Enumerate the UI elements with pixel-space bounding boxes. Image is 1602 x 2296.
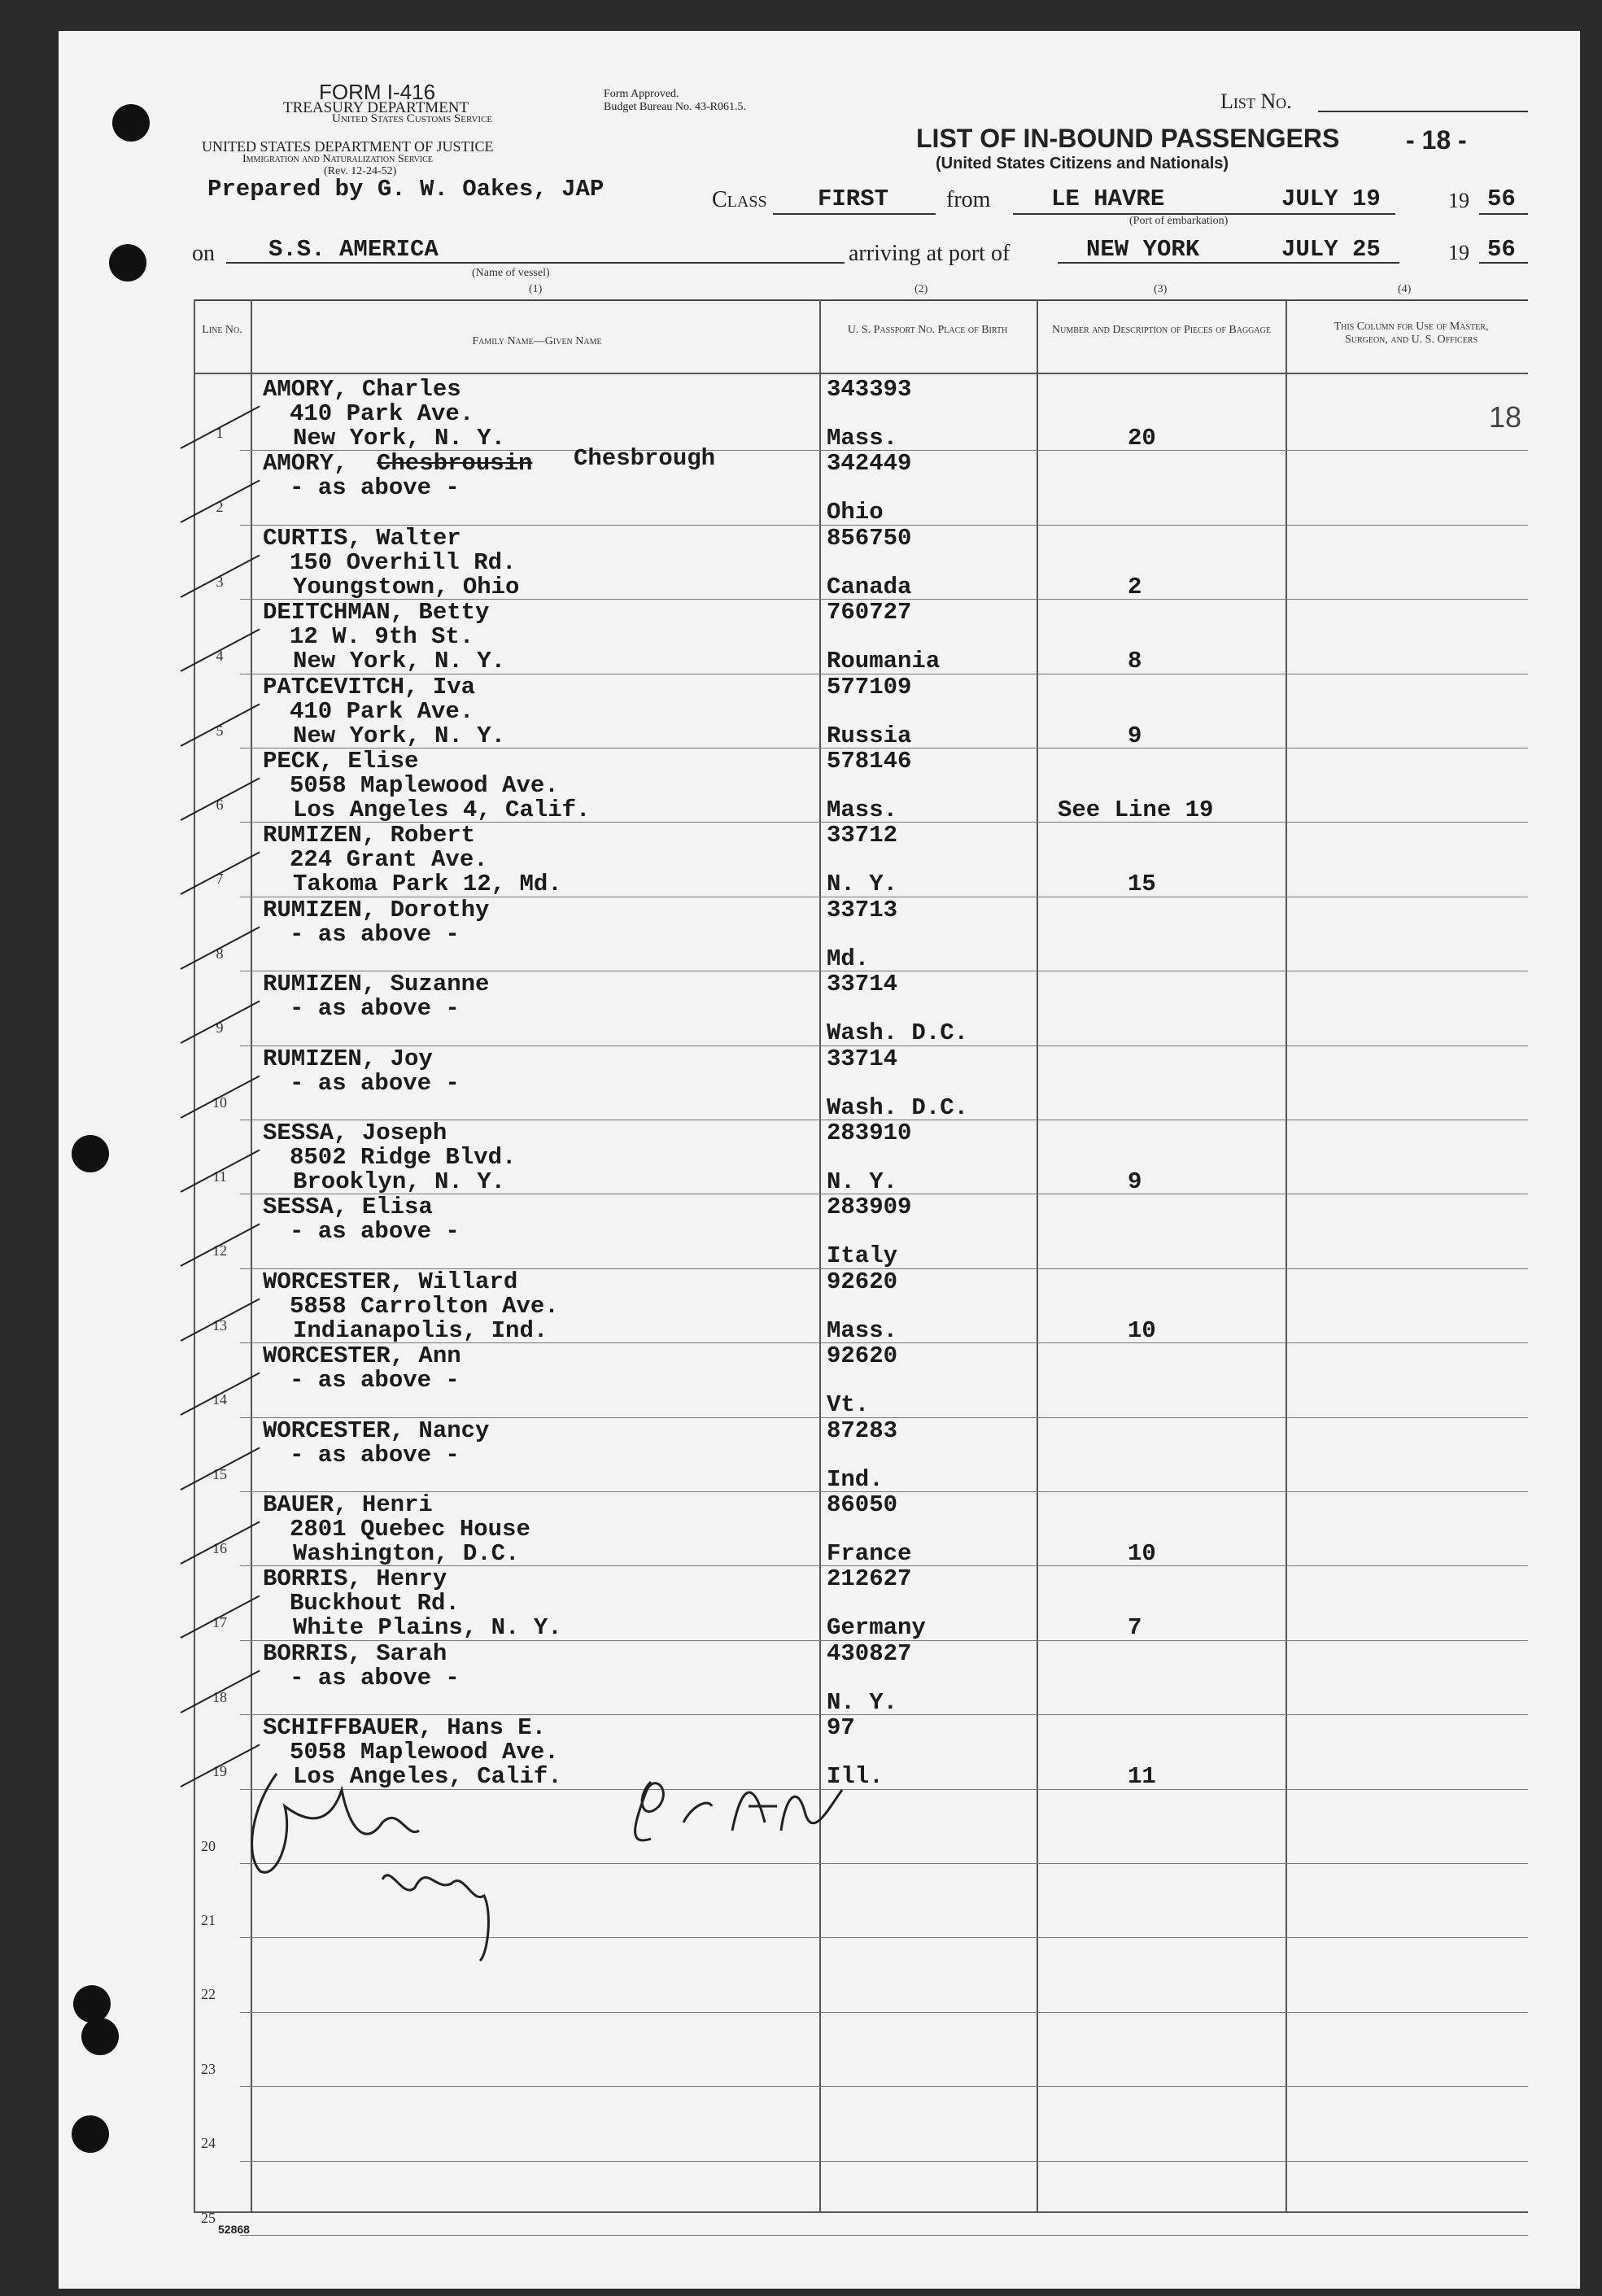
handwritten-signature: [244, 1757, 879, 1969]
header-line-no: Line No.: [202, 324, 242, 336]
address-line-2: Youngstown, Ohio: [293, 573, 520, 600]
row-separator: [240, 2235, 1528, 2236]
passenger-name: BORRIS, Sarah: [263, 1639, 447, 1667]
baggage-count: 11: [1128, 1763, 1156, 1791]
line-number: 19: [212, 1763, 227, 1780]
list-number: - 18 -: [1406, 125, 1467, 155]
passport-number: 283910: [827, 1120, 912, 1146]
table-bottom-border: [194, 2211, 1528, 2213]
address-line-2: Los Angeles, Calif.: [293, 1763, 562, 1791]
on-label: on: [192, 241, 215, 266]
place-of-birth: N. Y.: [827, 1688, 898, 1716]
line-number: 20: [201, 1837, 216, 1854]
address-line-2: White Plains, N. Y.: [293, 1614, 562, 1642]
departure-date: JULY 19: [1281, 186, 1381, 212]
passenger-name: AMORY, Charles: [263, 376, 461, 403]
place-of-birth: Canada: [827, 573, 912, 600]
class-value: FIRST: [818, 186, 889, 212]
passenger-name: RUMIZEN, Dorothy: [263, 896, 490, 923]
binder-hole: [112, 104, 150, 142]
baggage-count: 8: [1128, 648, 1142, 675]
line-number: 10: [212, 1093, 227, 1111]
port-of-embarkation: LE HAVRE: [1051, 186, 1165, 212]
passport-number: 33713: [827, 896, 898, 923]
passenger-name: RUMIZEN, Suzanne: [263, 971, 490, 998]
address-line-1: 12 W. 9th St.: [290, 623, 474, 651]
line-number: 3: [216, 573, 224, 590]
place-of-birth: Wash. D.C.: [827, 1019, 969, 1047]
line-number: 22: [201, 1986, 216, 2003]
passenger-name: AMORY,: [263, 450, 348, 478]
line-number: 13: [212, 1316, 227, 1334]
address-line-1: - as above -: [290, 995, 460, 1023]
place-of-birth: Mass.: [827, 797, 898, 823]
table-top-border: [194, 299, 1528, 301]
passport-number: 33714: [827, 971, 898, 998]
passport-number: 92620: [827, 1342, 898, 1370]
place-of-birth: Ind.: [827, 1465, 884, 1493]
passenger-name: BORRIS, Henry: [263, 1565, 447, 1593]
col-number-2: (2): [914, 283, 928, 295]
vessel-name: S.S. AMERICA: [268, 236, 439, 263]
passport-number: 33712: [827, 822, 898, 849]
line-number: 4: [216, 648, 224, 665]
prepared-by: Prepared by G. W. Oakes, JAP: [207, 176, 605, 203]
line-number: 8: [216, 945, 224, 962]
address-line-1: - as above -: [290, 1218, 460, 1246]
passenger-name: RUMIZEN, Joy: [263, 1045, 433, 1072]
address-line-1: Buckhout Rd.: [290, 1590, 460, 1617]
form-approved: Form Approved.: [604, 88, 679, 100]
place-of-birth: Roumania: [827, 648, 941, 675]
place-of-birth: Germany: [827, 1614, 926, 1642]
line-number: 25: [201, 2209, 216, 2226]
passport-divider: [1037, 299, 1038, 2211]
passport-number: 33714: [827, 1045, 898, 1072]
header-name: Family Name—Given Name: [472, 335, 602, 347]
baggage-count: 10: [1128, 1540, 1156, 1567]
passenger-name: CURTIS, Walter: [263, 524, 461, 552]
corrected-name: Chesbrough: [574, 445, 716, 473]
header-baggage: Number and Description of Pieces of Baggage: [1052, 324, 1271, 336]
passenger-name: RUMIZEN, Robert: [263, 822, 476, 849]
header-officers: This Column for Use of Master, Surgeon, and U. S. Officers: [1334, 321, 1489, 346]
ins-label: Immigration and Naturalization Service: [242, 153, 433, 165]
passenger-name: WORCESTER, Ann: [263, 1342, 461, 1370]
table-header-border: [194, 373, 1528, 374]
year-prefix: 19: [1448, 189, 1469, 212]
address-line-1: - as above -: [290, 1069, 460, 1097]
passenger-name: WORCESTER, Nancy: [263, 1416, 490, 1444]
form-code: 52868: [218, 2223, 250, 2236]
line-number: 15: [212, 1465, 227, 1482]
place-of-birth: Md.: [827, 945, 870, 972]
col-number-4: (4): [1398, 283, 1412, 295]
baggage-count: 10: [1128, 1316, 1156, 1344]
address-line-2: Los Angeles 4, Calif.: [293, 797, 591, 823]
customs-service: United States Customs Service: [332, 112, 493, 125]
address-line-1: 224 Grant Ave.: [290, 846, 488, 874]
address-line-2: Washington, D.C.: [293, 1540, 520, 1567]
passport-number: 212627: [827, 1565, 912, 1593]
departure-year: 56: [1487, 186, 1516, 212]
year-line: [1479, 213, 1528, 215]
line-number: 18: [212, 1688, 227, 1705]
passenger-name: DEITCHMAN, Betty: [263, 599, 490, 626]
justice-dept: UNITED STATES DEPARTMENT OF JUSTICE: [202, 138, 494, 155]
vessel-line: [226, 262, 845, 264]
passenger-name: PATCEVITCH, Iva: [263, 673, 476, 701]
passport-number: 343393: [827, 376, 912, 403]
place-of-birth: France: [827, 1540, 912, 1567]
line-number: 1: [216, 425, 224, 441]
passport-number: 87283: [827, 1416, 898, 1444]
line-number: 24: [201, 2135, 216, 2152]
line-number: 2: [216, 499, 224, 516]
baggage-count: 7: [1128, 1614, 1142, 1642]
binder-hole: [109, 244, 146, 282]
treasury-dept: TREASURY DEPARTMENT: [283, 99, 469, 116]
address-line-2: Indianapolis, Ind.: [293, 1316, 548, 1344]
place-of-birth: Mass.: [827, 1316, 898, 1344]
row-separator: [240, 2086, 1528, 2087]
address-line-2: New York, N. Y.: [293, 722, 506, 749]
passport-number: 92620: [827, 1268, 898, 1295]
place-of-birth: N. Y.: [827, 1168, 898, 1195]
address-line-2: Brooklyn, N. Y.: [293, 1168, 506, 1195]
class-line: [773, 213, 936, 215]
line-number: 14: [212, 1391, 227, 1408]
address-line-1: 150 Overhill Rd.: [290, 548, 517, 576]
binder-hole: [73, 1985, 111, 2023]
passport-number: 342449: [827, 450, 912, 478]
arrival-date: JULY 25: [1281, 236, 1381, 263]
passport-number: 856750: [827, 524, 912, 552]
header-passport: U. S. Passport No. Place of Birth: [847, 324, 1008, 336]
baggage-count: 9: [1128, 1168, 1142, 1195]
vessel-caption: (Name of vessel): [472, 267, 550, 279]
line-number: 7: [216, 871, 224, 888]
address-line-2: Takoma Park 12, Md.: [293, 871, 562, 898]
binder-hole: [72, 2115, 109, 2153]
passport-number: 578146: [827, 748, 912, 775]
address-line-1: 8502 Ridge Blvd.: [290, 1144, 517, 1171]
col-number-3: (3): [1154, 283, 1168, 295]
place-of-birth: N. Y.: [827, 871, 898, 898]
list-no-label: List No.: [1220, 89, 1292, 113]
place-of-birth: Wash. D.C.: [827, 1093, 969, 1121]
address-line-1: - as above -: [290, 1367, 460, 1395]
arrival-year-prefix: 19: [1448, 241, 1469, 264]
passport-number: 283909: [827, 1194, 912, 1221]
address-line-1: - as above -: [290, 474, 460, 502]
place-of-birth: Ill.: [827, 1763, 884, 1791]
passport-number: 760727: [827, 599, 912, 626]
form-subtitle: (United States Citizens and Nationals): [936, 155, 1229, 172]
address-line-2: New York, N. Y.: [293, 648, 506, 675]
place-of-birth: Italy: [827, 1242, 898, 1270]
arrival-port: NEW YORK: [1086, 236, 1200, 263]
address-line-1: - as above -: [290, 920, 460, 948]
address-line-2: New York, N. Y.: [293, 425, 506, 452]
baggage-count: See Line 19: [1058, 797, 1214, 823]
list-no-line: [1318, 111, 1528, 112]
line-number: 6: [216, 797, 224, 813]
place-of-birth: Mass.: [827, 425, 898, 452]
class-label: Class: [712, 187, 767, 212]
binder-hole: [81, 2018, 119, 2055]
baggage-count: 9: [1128, 722, 1142, 749]
passenger-name: SESSA, Elisa: [263, 1194, 433, 1221]
passenger-name: PECK, Elise: [263, 748, 419, 775]
arrival-year-line: [1479, 262, 1528, 264]
address-line-1: - as above -: [290, 1664, 460, 1691]
line-number: 23: [201, 2060, 216, 2077]
address-line-1: 5858 Carrolton Ave.: [290, 1292, 559, 1320]
from-label: from: [946, 187, 991, 212]
passport-number: 577109: [827, 673, 912, 701]
line-number: 12: [212, 1242, 227, 1259]
form-number: FORM I-416: [319, 80, 436, 104]
passport-number: 430827: [827, 1639, 912, 1667]
address-line-1: - as above -: [290, 1441, 460, 1469]
place-of-birth: Russia: [827, 722, 912, 749]
arriving-label: arriving at port of: [849, 241, 1011, 266]
line-number: 21: [201, 1912, 216, 1928]
place-of-birth: Ohio: [827, 499, 884, 526]
address-line-1: 5058 Maplewood Ave.: [290, 1739, 559, 1766]
passenger-name: WORCESTER, Willard: [263, 1268, 518, 1295]
row-separator: [240, 2161, 1528, 2162]
line-number: 11: [212, 1168, 227, 1185]
address-line-1: 5058 Maplewood Ave.: [290, 772, 559, 799]
line-number: 17: [212, 1614, 227, 1631]
passport-number: 86050: [827, 1491, 898, 1518]
baggage-count: 2: [1128, 573, 1142, 600]
baggage-divider: [1286, 299, 1287, 2211]
line-number: 5: [216, 722, 224, 739]
address-line-1: 2801 Quebec House: [290, 1516, 530, 1543]
place-of-birth: Vt.: [827, 1391, 870, 1419]
line-number: 9: [216, 1019, 224, 1037]
officer-note: 18: [1489, 400, 1522, 434]
line-number: 16: [212, 1540, 227, 1556]
passenger-name: BAUER, Henri: [263, 1491, 433, 1518]
baggage-count: 15: [1128, 871, 1156, 898]
baggage-count: 20: [1128, 425, 1156, 452]
col-number-1: (1): [529, 283, 543, 295]
rev-label: (Rev. 12-24-52): [324, 165, 397, 177]
row-separator: [240, 2012, 1528, 2013]
address-line-1: 410 Park Ave.: [290, 400, 474, 427]
budget-bureau: Budget Bureau No. 43-R061.5.: [604, 101, 746, 113]
passenger-name: SESSA, Joseph: [263, 1120, 447, 1146]
passport-number: 97: [827, 1714, 855, 1742]
port-embark-caption: (Port of embarkation): [1129, 215, 1229, 227]
passenger-name: SCHIFFBAUER, Hans E.: [263, 1714, 547, 1742]
arrival-year: 56: [1487, 236, 1516, 263]
form-title: LIST OF IN-BOUND PASSENGERS: [916, 124, 1340, 153]
struck-name: Chesbrousin: [377, 450, 533, 478]
binder-hole: [72, 1135, 109, 1172]
address-line-1: 410 Park Ave.: [290, 697, 474, 725]
